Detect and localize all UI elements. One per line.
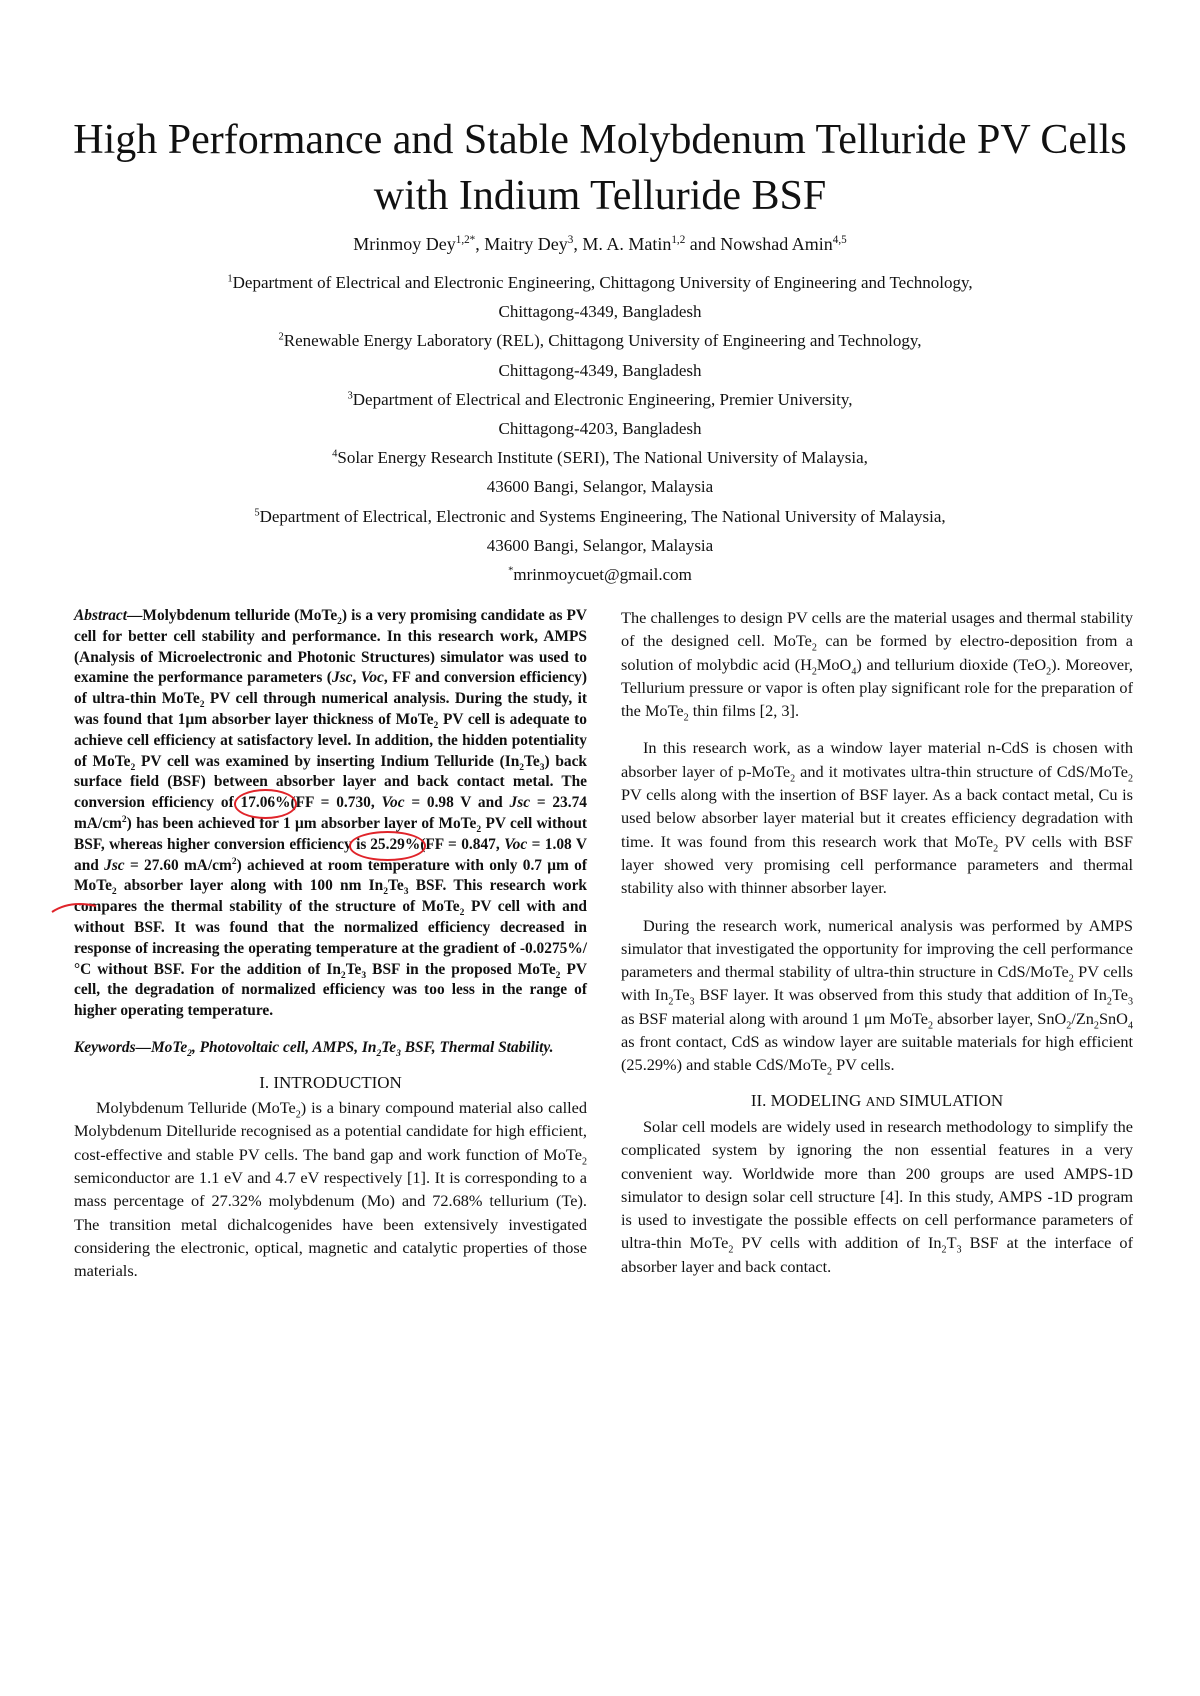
intro-paragraph: Molybdenum Telluride (MoTe$_2$) is a binary compound material also called Molybdenum Ditelluride recognised as a potential candidate for high efficient, cost-effective and stable PV cells. The band gap and work function of MoTe$_2$ semiconductor are 1.1 eV and 4.7 eV respectively [1]. It is corresponding to a mass percentage of 27.32% molybdenum (Mo) and 72.68% tellurium (Te). The transition metal dichalcogenides have been extensively investigated considering the electronic, optical, magnetic and catalytic properties of those materials. (74, 1098, 587, 1281)
circled-efficiency-without-bsf: 17.06% (241, 793, 291, 814)
contact-email: *mrinmoycuet@gmail.com (508, 565, 692, 585)
handwritten-circle-annotation (234, 789, 297, 819)
right-column (621, 606, 1133, 1278)
author-affil-mark: 4,5 (832, 234, 847, 246)
author-affil-mark: 1,2* (455, 234, 476, 246)
affiliation-5: $^5$Department of Electrical, Electronic and Systems Engineering, The National University of Malaysia, (254, 506, 946, 526)
section-heading-modeling: II. MODELING AND SIMULATION (750, 1090, 1004, 1110)
handwritten-circle-annotation (349, 831, 426, 861)
section-heading-introduction: I. INTRODUCTION (259, 1072, 402, 1092)
affiliation-5-city: 43600 Bangi, Selangor, Malaysia (486, 535, 714, 555)
affiliation-list (0, 268, 1200, 589)
body-paragraph-research-work: In this research work, as a window layer material n-CdS is chosen with absorber layer of p-MoTe$_2$ and it motivates ultra-thin structure of CdS/MoTe$_2$ PV cells along with the insertion of BSF layer. As a back contact metal, Cu is used below absorber layer material but it creates efficiency degradation with time. It was found from this research work that MoTe$_2$ PV cells with BSF layer showed very promising cell performance parameters and thermal stability also with thinner absorber layer. (621, 738, 1133, 898)
affiliation-4: $^4$Solar Energy Research Institute (SERI), The National University of Malaysia, (332, 448, 868, 468)
abstract: Abstract—Molybdenum telluride (MoTe$_2$) is a very promising candidate as PV cell for better cell stability and performance. In this research work, AMPS (Analysis of Microelectronic and Photonic Structures) simulator was used to examine the performance parameters (Jsc, Voc, FF and conversion efficiency) of ultra-thin MoTe$_2$ PV cell through numerical analysis. During the study, it was found that 1μm absorber layer thickness of MoTe$_2$ PV cell is adequate to achieve cell efficiency at satisfactory level. In addition, the hidden potentiality of MoTe$_2$ PV cell was examined by inserting Indium Telluride $(In_2Te_3)$ back surface field (BSF) between absorber layer and back contact metal. The conversion efficiency of 17.06% (FF = 0.730, Voc = 0.98 V and Jsc = 23.74 $mA/cm^2$) has been achieved for 1 μm absorber layer of MoTe$_2$ PV cell without BSF, whereas higher conversion efficiency is 25.29% (FF = 0.847, Voc = 1.08 V and Jsc = 27.60 $mA/cm^2$) achieved at room temperature with only 0.7 μm of MoTe$_2$ absorber layer along with 100 nm $In_2Te_3$ BSF. This research work compares the thermal stability of the structure of MoTe$_2$ PV cell with and without BSF. It was found that the normalized efficiency decreased in response of increasing the operating temperature at the gradient of -0.0275%/°C without BSF. For the addition of $In_2Te_3$ BSF in the proposed MoTe$_2$ PV cell, the degradation of normalized efficiency was too less in the range of higher operating temperature. (74, 607, 588, 1020)
left-column (74, 606, 587, 1282)
circled-efficiency-with-bsf: is 25.29% (356, 835, 420, 856)
body-paragraph-challenges: The challenges to design PV cells are the material usages and thermal stability of the designed cell. MoTe$_2$ can be formed by electro-deposition from a solution of molybdic acid $(H_2MoO_4)$ and tellurium dioxide (TeO$_2$). Moreover, Tellurium pressure or vapor is often play significant role for the preparation of the MoTe$_2$ thin films [2, 3]. (621, 608, 1133, 724)
paper-title: High Performance and Stable Molybdenum Telluride PV Cells with Indium Telluride BSF (73, 117, 1127, 219)
author-name: Maitry Dey (484, 234, 568, 254)
affiliation-4-city: 43600 Bangi, Selangor, Malaysia (486, 477, 714, 497)
author-affil-mark: 1,2 (671, 234, 686, 246)
body-paragraph-numerical-analysis: During the research work, numerical analysis was performed by AMPS simulator that investigated the opportunity for improving the cell performance parameters and thermal stability of ultra-thin structure in CdS/MoTe$_2$ PV cells with $In_2Te_3$ BSF layer. It was observed from this study that addition of $In_2Te_3$ as BSF material along with around 1 μm MoTe$_2$ absorber layer, $SnO_2/Zn_2SnO_4$ as front contact, CdS as window layer are suitable materials for high efficient (25.29%) and stable CdS/MoTe$_2$ PV cells. (621, 915, 1134, 1078)
author-name: Mrinmoy Dey (353, 234, 456, 254)
affiliation-3-city: Chittagong-4203, Bangladesh (498, 419, 702, 439)
affiliation-1: $^1$Department of Electrical and Electronic Engineering, Chittagong University of Engineering and Technology, (227, 273, 973, 292)
author-affil-mark: 3 (567, 234, 574, 246)
affiliation-1-city: Chittagong-4349, Bangladesh (498, 302, 702, 322)
author-name: M. A. Matin (582, 234, 672, 254)
author-line: Mrinmoy Dey$^{1,2*}$, Maitry Dey$^3$, M. A. Matin$^{1,2}$ and Nowshad Amin$^{4,5}$ (353, 234, 847, 254)
affiliation-2-city: Chittagong-4349, Bangladesh (498, 360, 702, 380)
keywords: Keywords—MoTe$_2$, Photovoltaic cell, AMPS, $In_2Te_3$ BSF, Thermal Stability. (74, 1038, 554, 1060)
author-name: Nowshad Amin (720, 234, 833, 254)
body-paragraph-modeling: Solar cell models are widely used in research methodology to simplify the complicated system by ignoring the non essential features in a very convenient way. Worldwide more than 200 groups are used AMPS-1D simulator to design solar cell structure [4]. In this study, AMPS -1D program is used to investigate the possible effects on cell performance parameters of ultra-thin MoTe$_2$ PV cells with addition of $In_2T_3$ BSF at the interface of absorber layer and back contact. (621, 1116, 1133, 1276)
affiliation-2: $^2$Renewable Energy Laboratory (REL), Chittagong University of Engineering and Technology, (278, 331, 922, 351)
affiliation-3: $^3$Department of Electrical and Electronic Engineering, Premier University, (347, 389, 853, 409)
